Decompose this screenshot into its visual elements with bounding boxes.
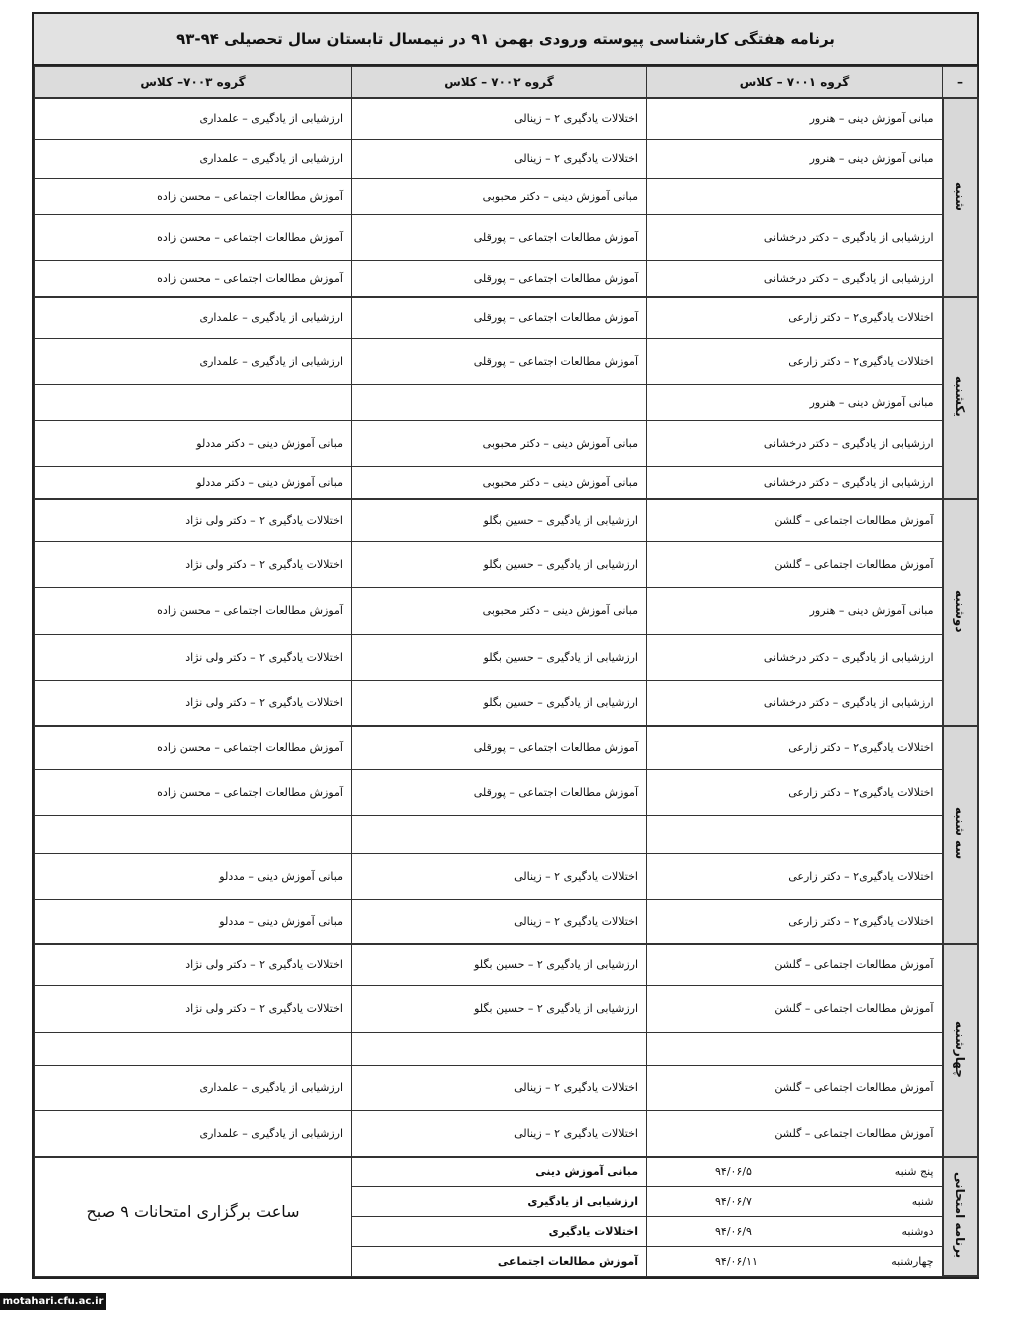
class-cell-g2: ارزشیابی از یادگیری – حسین بگلو xyxy=(352,541,647,587)
class-cell-g2: آموزش مطالعات اجتماعی – پورقلی xyxy=(352,260,647,297)
exam-day-date-cell xyxy=(647,1246,943,1276)
class-cell-g1: ارزشیابی از یادگیری – دکتر درخشانی xyxy=(647,634,943,680)
schedule-row xyxy=(35,853,978,899)
schedule-sheet xyxy=(32,12,979,1279)
class-cell-g1: مبانی آموزش دینی – هنرور xyxy=(647,139,943,178)
class-cell-g1: اختلالات یادگیری۲ – دکتر زارعی xyxy=(647,338,943,384)
schedule-row xyxy=(35,541,978,587)
class-cell-g3: مبانی آموزش دینی – مددلو xyxy=(35,899,352,944)
schedule-row xyxy=(35,680,978,726)
header-group-7002: گروه ۷۰۰۲ – کلاس xyxy=(352,67,647,99)
class-cell-g1: آموزش مطالعات اجتماعی – گلشن xyxy=(647,985,943,1032)
class-cell-g2: اختلالات یادگیری ۲ – زینالی xyxy=(352,1065,647,1110)
class-cell-g2: اختلالات یادگیری ۲ – زینالی xyxy=(352,139,647,178)
exam-label: برنامه امتحانی xyxy=(953,1171,967,1259)
schedule-row xyxy=(35,139,978,178)
class-cell-g1: آموزش مطالعات اجتماعی – گلشن xyxy=(647,499,943,541)
exam-course: مبانی آموزش دینی xyxy=(352,1157,647,1186)
exam-date: ۹۴/۰۶/۱۱ xyxy=(715,1254,758,1268)
exam-day-date-cell xyxy=(647,1157,943,1186)
class-cell-g3: ارزشیابی از یادگیری – علمداری xyxy=(35,98,352,139)
schedule-row xyxy=(35,634,978,680)
day-label: یکشنبه xyxy=(953,376,967,417)
footer-site-text: motahari.cfu.ac.ir xyxy=(2,1296,104,1307)
schedule-row xyxy=(35,985,978,1032)
schedule-row xyxy=(35,815,978,853)
class-cell-g1 xyxy=(647,1032,943,1065)
schedule-row xyxy=(35,1032,978,1065)
class-cell-g2: مبانی آموزش دینی – دکتر محبوبی xyxy=(352,420,647,466)
exam-row xyxy=(35,1157,978,1186)
class-cell-g2: ارزشیابی از یادگیری – حسین بگلو xyxy=(352,634,647,680)
exam-time-note xyxy=(35,1157,352,1276)
day-label: شنبه xyxy=(953,181,967,211)
class-cell-g1: اختلالات یادگیری۲ – دکتر زارعی xyxy=(647,297,943,338)
class-cell-g2: آموزش مطالعات اجتماعی – پورقلی xyxy=(352,726,647,769)
day-label: چهارشنبه xyxy=(953,1020,967,1078)
class-cell-g3: آموزش مطالعات اجتماعی – محسن زاده xyxy=(35,769,352,815)
class-cell-g1: اختلالات یادگیری۲ – دکتر زارعی xyxy=(647,853,943,899)
class-cell-g3: اختلالات یادگیری ۲ – دکتر ولی نژاد xyxy=(35,985,352,1032)
schedule-row xyxy=(35,899,978,944)
class-cell-g2: مبانی آموزش دینی – دکتر محبوبی xyxy=(352,466,647,499)
schedule-row xyxy=(35,944,978,985)
class-cell-g2: آموزش مطالعات اجتماعی – پورقلی xyxy=(352,769,647,815)
class-cell-g3: ارزشیابی از یادگیری – علمداری xyxy=(35,139,352,178)
class-cell-g3: ارزشیابی از یادگیری – علمداری xyxy=(35,1110,352,1157)
schedule-row xyxy=(35,384,978,420)
class-cell-g2: مبانی آموزش دینی – دکتر محبوبی xyxy=(352,178,647,214)
class-cell-g3: مبانی آموزش دینی – دکتر مددلو xyxy=(35,466,352,499)
schedule-row xyxy=(35,769,978,815)
class-cell-g2: ارزشیابی از یادگیری ۲ – حسین بگلو xyxy=(352,944,647,985)
schedule-body xyxy=(35,98,978,1276)
schedule-row xyxy=(35,98,978,139)
class-cell-g2: ارزشیابی از یادگیری – حسین بگلو xyxy=(352,680,647,726)
class-cell-g2: اختلالات یادگیری ۲ – زینالی xyxy=(352,1110,647,1157)
schedule-row xyxy=(35,178,978,214)
class-cell-g1 xyxy=(647,178,943,214)
class-cell-g2 xyxy=(352,384,647,420)
class-cell-g2: اختلالات یادگیری ۲ – زینالی xyxy=(352,853,647,899)
header-group-7003: گروه ۷۰۰۳– کلاس xyxy=(35,67,352,99)
exam-day: چهارشنبه xyxy=(891,1254,934,1268)
exam-label-cell xyxy=(943,1157,978,1276)
schedule-row xyxy=(35,1065,978,1110)
footer-site-badge xyxy=(0,1293,106,1310)
class-cell-g3: آموزش مطالعات اجتماعی – محسن زاده xyxy=(35,214,352,260)
class-cell-g1: ارزشیابی از یادگیری – دکتر درخشانی xyxy=(647,466,943,499)
exam-date: ۹۴/۰۶/۷ xyxy=(715,1194,752,1208)
class-cell-g1: ارزشیابی از یادگیری – دکتر درخشانی xyxy=(647,260,943,297)
class-cell-g3: مبانی آموزش دینی – دکتر مددلو xyxy=(35,420,352,466)
day-label-cell xyxy=(943,499,978,726)
class-cell-g3: آموزش مطالعات اجتماعی – محسن زاده xyxy=(35,260,352,297)
exam-day: دوشنبه xyxy=(901,1224,934,1238)
class-cell-g3 xyxy=(35,384,352,420)
schedule-row xyxy=(35,587,978,634)
class-cell-g3: اختلالات یادگیری ۲ – دکتر ولی نژاد xyxy=(35,680,352,726)
class-cell-g2: آموزش مطالعات اجتماعی – پورقلی xyxy=(352,214,647,260)
class-cell-g2: اختلالات یادگیری ۲ – زینالی xyxy=(352,98,647,139)
schedule-row xyxy=(35,214,978,260)
class-cell-g1: اختلالات یادگیری۲ – دکتر زارعی xyxy=(647,899,943,944)
class-cell-g1: اختلالات یادگیری۲ – دکتر زارعی xyxy=(647,769,943,815)
class-cell-g1: آموزش مطالعات اجتماعی – گلشن xyxy=(647,1065,943,1110)
class-cell-g1: اختلالات یادگیری۲ – دکتر زارعی xyxy=(647,726,943,769)
class-cell-g3: آموزش مطالعات اجتماعی – محسن زاده xyxy=(35,726,352,769)
class-cell-g3: مبانی آموزش دینی – مددلو xyxy=(35,853,352,899)
title-bar xyxy=(34,14,977,66)
class-cell-g1: مبانی آموزش دینی – هنرور xyxy=(647,587,943,634)
day-label-cell xyxy=(943,726,978,944)
class-cell-g1: ارزشیابی از یادگیری – دکتر درخشانی xyxy=(647,680,943,726)
exam-day-date-cell xyxy=(647,1186,943,1216)
class-cell-g3: ارزشیابی از یادگیری – علمداری xyxy=(35,1065,352,1110)
class-cell-g3: ارزشیابی از یادگیری – علمداری xyxy=(35,297,352,338)
exam-day: پنج شنبه xyxy=(894,1165,934,1179)
class-cell-g1: ارزشیابی از یادگیری – دکتر درخشانی xyxy=(647,214,943,260)
header-corner: – xyxy=(943,67,978,99)
day-label-cell xyxy=(943,98,978,297)
class-cell-g1: آموزش مطالعات اجتماعی – گلشن xyxy=(647,541,943,587)
day-label-cell xyxy=(943,297,978,499)
day-label: دوشنبه xyxy=(953,589,967,633)
schedule-row xyxy=(35,338,978,384)
class-cell-g2 xyxy=(352,1032,647,1065)
day-label-cell xyxy=(943,944,978,1157)
class-cell-g2: اختلالات یادگیری ۲ – زینالی xyxy=(352,899,647,944)
day-label: سه شنبه xyxy=(953,807,967,860)
class-cell-g1: مبانی آموزش دینی – هنرور xyxy=(647,98,943,139)
header-group-7001: گروه ۷۰۰۱ – کلاس xyxy=(647,67,943,99)
class-cell-g2 xyxy=(352,815,647,853)
class-cell-g1: آموزش مطالعات اجتماعی – گلشن xyxy=(647,1110,943,1157)
class-cell-g2: مبانی آموزش دینی – دکتر محبوبی xyxy=(352,587,647,634)
exam-date: ۹۴/۰۶/۵ xyxy=(715,1165,752,1179)
class-cell-g3: اختلالات یادگیری ۲ – دکتر ولی نژاد xyxy=(35,634,352,680)
schedule-row xyxy=(35,420,978,466)
class-cell-g1: ارزشیابی از یادگیری – دکتر درخشانی xyxy=(647,420,943,466)
class-cell-g2: ارزشیابی از یادگیری ۲ – حسین بگلو xyxy=(352,985,647,1032)
class-cell-g3: اختلالات یادگیری ۲ – دکتر ولی نژاد xyxy=(35,499,352,541)
class-cell-g3: اختلالات یادگیری ۲ – دکتر ولی نژاد xyxy=(35,944,352,985)
schedule-row xyxy=(35,726,978,769)
schedule-row xyxy=(35,297,978,338)
schedule-row xyxy=(35,466,978,499)
class-cell-g3: ارزشیابی از یادگیری – علمداری xyxy=(35,338,352,384)
class-cell-g3: اختلالات یادگیری ۲ – دکتر ولی نژاد xyxy=(35,541,352,587)
class-cell-g3 xyxy=(35,1032,352,1065)
class-cell-g3 xyxy=(35,815,352,853)
schedule-row xyxy=(35,499,978,541)
class-cell-g2: آموزش مطالعات اجتماعی – پورقلی xyxy=(352,338,647,384)
exam-course: آموزش مطالعات اجتماعی xyxy=(352,1246,647,1276)
class-cell-g2: ارزشیابی از یادگیری – حسین بگلو xyxy=(352,499,647,541)
exam-day: شنبه xyxy=(911,1194,934,1208)
header-row xyxy=(35,67,978,99)
schedule-row xyxy=(35,260,978,297)
exam-course: ارزشیابی از یادگیری xyxy=(352,1186,647,1216)
exam-course: اختلالات یادگیری xyxy=(352,1216,647,1246)
exam-date: ۹۴/۰۶/۹ xyxy=(715,1224,752,1238)
class-cell-g3: آموزش مطالعات اجتماعی – محسن زاده xyxy=(35,178,352,214)
exam-day-date-cell xyxy=(647,1216,943,1246)
schedule-table xyxy=(34,66,979,1277)
schedule-row xyxy=(35,1110,978,1157)
class-cell-g1: مبانی آموزش دینی – هنرور xyxy=(647,384,943,420)
class-cell-g2: آموزش مطالعات اجتماعی – پورقلی xyxy=(352,297,647,338)
class-cell-g1: آموزش مطالعات اجتماعی – گلشن xyxy=(647,944,943,985)
class-cell-g3: آموزش مطالعات اجتماعی – محسن زاده xyxy=(35,587,352,634)
exam-time-note-text: ساعت برگزاری امتحانات ۹ صبح xyxy=(86,1202,300,1221)
class-cell-g1 xyxy=(647,815,943,853)
page-title: برنامه هفتگی کارشناسی پیوسته ورودی بهمن ۹۱ در نیمسال تابستان سال تحصیلی ۹۴-۹۳ xyxy=(176,30,835,48)
